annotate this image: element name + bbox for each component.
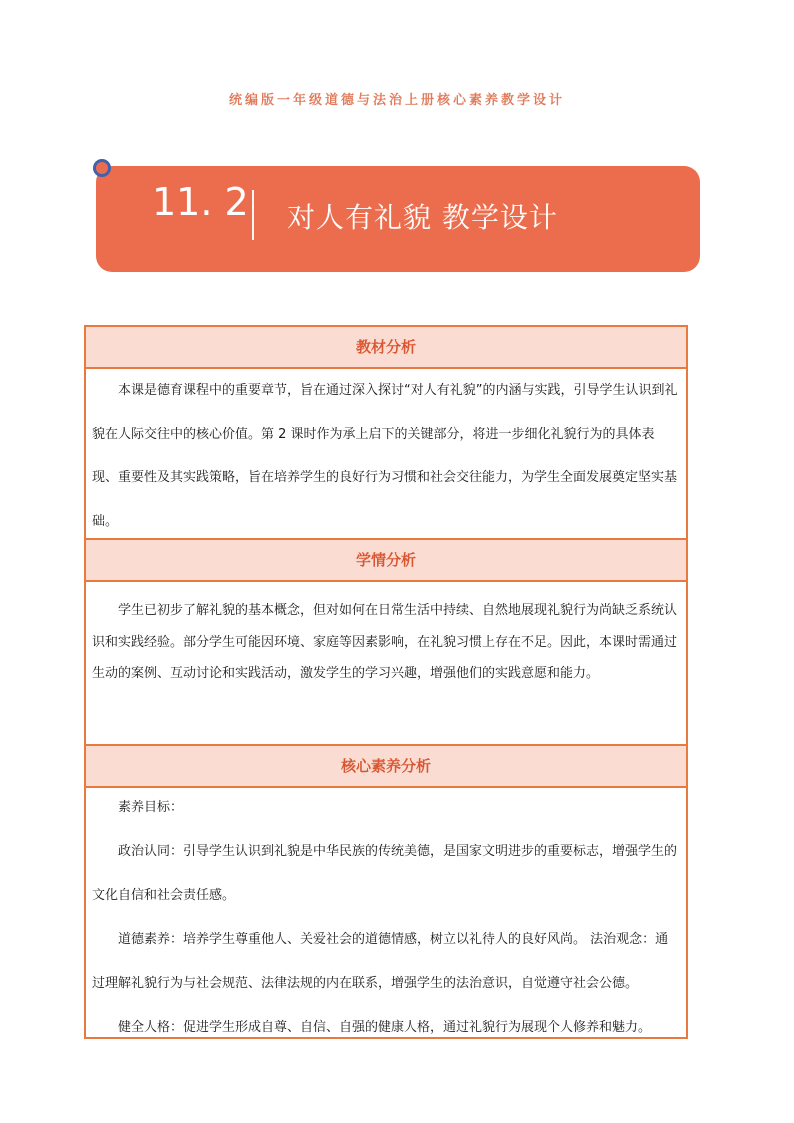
textbook-analysis-body [86,367,686,538]
banner-dot-decoration [93,159,111,177]
textbook-analysis-heading: 教材分析 [86,327,686,369]
goals-label: 素养目标： [118,800,184,815]
student-analysis-heading: 学情分析 [86,538,686,582]
moral-and-law-text: 道德素养：培养学生尊重他人、关爱社会的道德情感，树立以礼待人的良好风尚。 法治观念：通过理解礼貌行为与社会规范、法律法规的内在联系，增强学生的法治意识，自觉遵守社会公德。 [92,932,669,991]
core-literacy-body [86,786,686,1037]
lesson-number: 11. 2 [152,180,249,224]
lesson-design-table [84,325,688,1039]
core-literacy-heading: 核心素养分析 [86,744,686,788]
banner-divider [252,190,254,240]
student-analysis-text: 学生已初步了解礼貌的基本概念，但对如何在日常生活中持续、自然地展现礼貌行为尚缺乏系统认识和实践经验。部分学生可能因环境、家庭等因素影响，在礼貌习惯上存在不足。因此，本课时需通过生动的案例、互动讨论和实践活动，激发学生的学习兴趣，增强他们的实践意愿和能力。 [92,603,678,681]
political-identity-text: 政治认同：引导学生认识到礼貌是中华民族的传统美德，是国家文明进步的重要标志，增强学生的文化自信和社会责任感。 [92,844,678,903]
student-analysis-body [86,580,686,744]
personality-text: 健全人格：促进学生形成自尊、自信、自强的健康人格，通过礼貌行为展现个人修养和魅力。 [118,1020,652,1035]
lesson-title: 对人有礼貌 教学设计 [287,201,558,234]
series-title: 统编版一年级道德与法治上册核心素养教学设计 [228,93,565,108]
textbook-analysis-text: 本课是德育课程中的重要章节，旨在通过深入探讨“对人有礼貌”的内涵与实践，引导学生认识到礼貌在人际交往中的核心价值。第 2 课时作为承上启下的关键部分，将进一步细化礼貌行为的具体表现、重要性及其实践策略，旨在培养学生的良好行为习惯和社会交往能力，为学生全面发展奠定坚实基础。 [92,383,678,529]
